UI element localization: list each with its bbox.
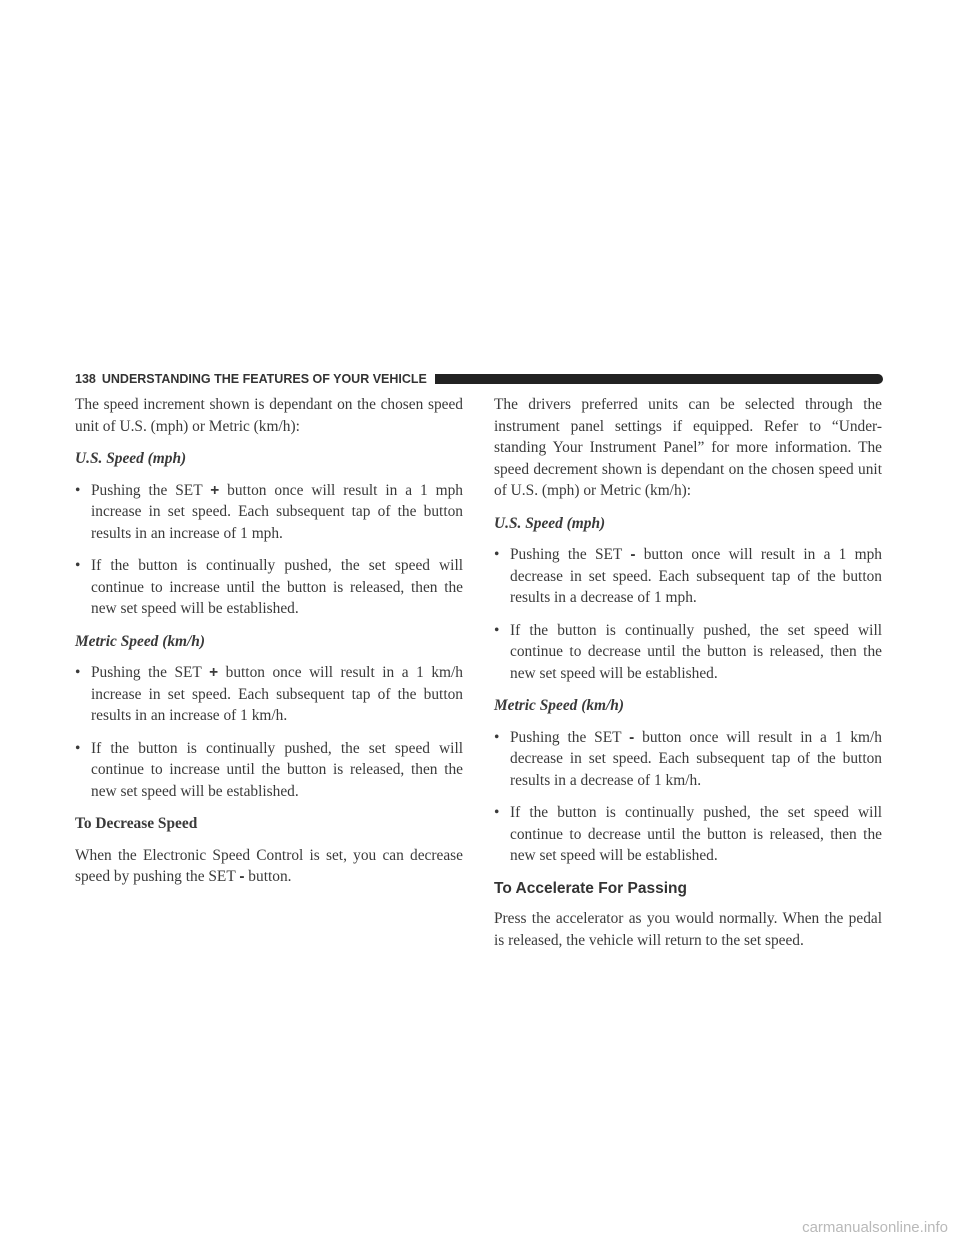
right-metric-list (494, 727, 882, 867)
list-item: • If the button is continually pushed, the set speed will continue to increase until the button is released, then the new set speed will be established. (75, 738, 463, 803)
page-number: 138 (75, 372, 96, 386)
right-intro: The drivers preferred units can be selected through the instrument panel settings if equipped. Refer to “Under-standing Your Instrument Panel” for more information. The speed decrement shown is dependant on the chosen speed unit of U.S. (mph) or Metric (km/h): (494, 396, 882, 499)
list-item: • If the button is continually pushed, the set speed will continue to decrease until the button is released, then the new set speed will be established. (494, 620, 882, 685)
minus-symbol: - (239, 868, 245, 885)
list-item: • Pushing the SET - button once will result in a 1 km/h decrease in set speed. Each subsequent tap of the button results in a decrease of 1 km/h. (494, 727, 882, 792)
watermark: carmanualsonline.info (802, 1219, 948, 1236)
list-item: • Pushing the SET + button once will result in a 1 km/h increase in set speed. Each subsequent tap of the button results in an increase of 1 km/h. (75, 662, 463, 727)
plus-symbol: + (209, 664, 219, 681)
page-header (75, 371, 883, 387)
list-item: • If the button is continually pushed, the set speed will continue to decrease until the button is released, then the new set speed will be established. (494, 802, 882, 867)
left-intro: The speed increment shown is dependant on the chosen speed unit of U.S. (mph) or Metric (km/h): (75, 396, 463, 435)
right-metric-speed-heading: Metric Speed (km/h) (494, 697, 624, 714)
accelerate-passing-heading: To Accelerate For Passing (494, 879, 687, 897)
minus-symbol: - (629, 728, 635, 746)
right-us-speed-heading: U.S. Speed (mph) (494, 514, 606, 532)
section-title: UNDERSTANDING THE FEATURES OF YOUR VEHICLE (101, 372, 427, 386)
accelerate-passing-text: Press the accelerator as you would normally. When the pedal is released, the vehicle will return to the set speed. (494, 910, 882, 949)
left-column (75, 394, 463, 899)
right-column (494, 394, 882, 962)
right-us-list (494, 544, 882, 684)
plus-symbol: + (210, 481, 220, 499)
header-rule (435, 374, 883, 384)
decrease-speed-text: When the Electronic Speed Control is set, you can decrease speed by pushing the SET - button. (75, 846, 463, 885)
list-item: • Pushing the SET - button once will result in a 1 mph decrease in set speed. Each subsequent tap of the button results in a decrease of 1 mph. (494, 544, 882, 609)
left-metric-list (75, 662, 463, 802)
list-item: • Pushing the SET + button once will result in a 1 mph increase in set speed. Each subsequent tap of the button results in an increase of 1 mph. (75, 480, 463, 545)
list-item: • If the button is continually pushed, the set speed will continue to increase until the button is released, then the new set speed will be established. (75, 555, 463, 620)
minus-symbol: - (630, 546, 636, 563)
left-metric-speed-heading: Metric Speed (km/h) (75, 632, 205, 650)
left-us-list (75, 480, 463, 620)
left-us-speed-heading: U.S. Speed (mph) (75, 450, 187, 467)
decrease-speed-heading: To Decrease Speed (75, 815, 198, 832)
